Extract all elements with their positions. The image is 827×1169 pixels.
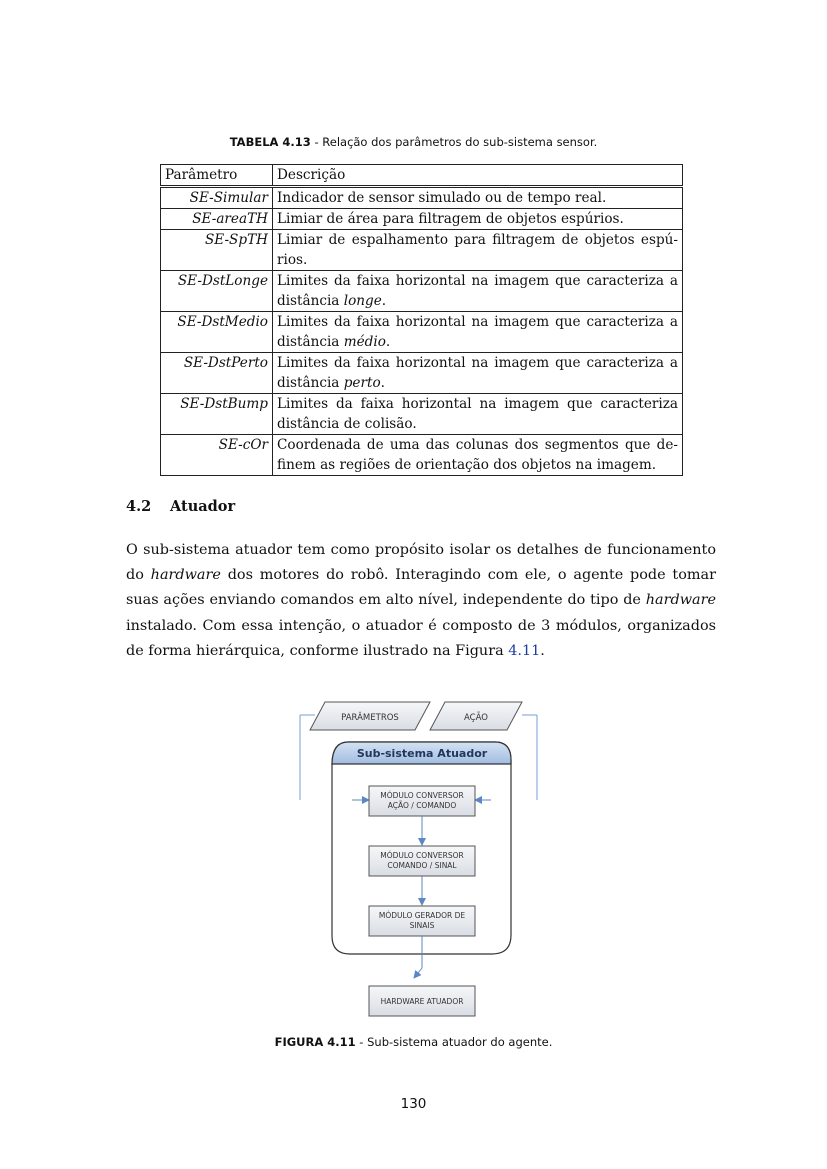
table-row (161, 187, 683, 209)
table-caption-text: - Relação dos parâmetros do sub-sistema sensor. (310, 135, 598, 149)
desc-text: Limites da faixa horizontal na imagem que caracteriza a distância (277, 355, 678, 391)
module3-line2: SINAIS (409, 921, 435, 930)
desc-cell: Indicador de sensor simulado ou de tempo real. (273, 187, 683, 209)
desc-emphasis: perto (343, 375, 381, 391)
module1-line2: AÇÃO / COMANDO (387, 801, 457, 810)
figure-caption-text: - Sub-sistema atuador do agente. (355, 1035, 553, 1049)
section-heading (126, 498, 235, 515)
desc-tail: . (385, 334, 391, 350)
table-row (161, 435, 683, 476)
table-row (161, 271, 683, 312)
desc-emphasis: médio (343, 334, 386, 350)
table-row (161, 353, 683, 394)
module1-line1: MÓDULO CONVERSOR (380, 791, 464, 800)
table-row (161, 312, 683, 353)
para-text: O sub-sistema atuador tem como propósito isolar os detalhes de funcionamento do (126, 542, 716, 584)
param-cell: SE-areaTH (161, 209, 273, 230)
module-gerador-sinais (369, 906, 475, 936)
desc-tail: . (380, 375, 385, 391)
para-emphasis: hardware (150, 567, 221, 584)
figure-reference-link[interactable]: 4.11 (508, 642, 541, 659)
header-descricao: Descrição (273, 165, 683, 187)
input-parametros (310, 702, 430, 730)
desc-cell: Limites da faixa horizontal na imagem que caracteriza distância de colisão. (273, 394, 683, 435)
container-title: Sub-sistema Atuador (356, 747, 488, 760)
desc-cell: Limiar de área para filtragem de objetos espúrios. (273, 209, 683, 230)
module3-line1: MÓDULO GERADOR DE (378, 911, 466, 920)
desc-tail: . (381, 293, 387, 309)
para-text: dos motores do robô. Interagindo com ele, o agente pode tomar suas ações enviando comandos em alto nível, independente do tipo de (126, 567, 716, 609)
table-row (161, 394, 683, 435)
section-number: 4.2 (126, 498, 152, 515)
desc-cell: Coordenada de uma das colunas dos segmentos que de-finem as regiões de orientação dos objetos na imagem. (273, 435, 683, 476)
input-acao (430, 702, 522, 730)
desc-text: Limites da faixa horizontal na imagem que caracteriza a distância (277, 273, 678, 309)
desc-cell (273, 312, 683, 353)
module2-line1: MÓDULO CONVERSOR (380, 851, 464, 860)
table-caption-label: TABELA 4.13 (229, 135, 311, 149)
param-cell: SE-DstPerto (161, 353, 273, 394)
page-number: 130 (400, 1096, 427, 1112)
table-row (161, 230, 683, 271)
table-caption (0, 135, 827, 149)
param-cell: SE-DstMedio (161, 312, 273, 353)
section-title: Atuador (170, 498, 236, 515)
input-acao-label: AÇÃO (464, 713, 488, 723)
param-cell: SE-cOr (161, 435, 273, 476)
figure-caption-label: FIGURA 4.11 (274, 1035, 356, 1049)
table-row (161, 209, 683, 230)
desc-cell: Limiar de espalhamento para filtragem de objetos espú-rios. (273, 230, 683, 271)
para-text: . (540, 642, 545, 659)
param-cell: SE-Simular (161, 187, 273, 209)
desc-cell (273, 353, 683, 394)
para-emphasis: hardware (645, 592, 716, 609)
para-text: instalado. Com essa intenção, o atuador é composto de 3 módulos, organizados de forma hierárquica, conforme ilustrado na Figura (126, 617, 716, 659)
output-label: HARDWARE ATUADOR (380, 997, 464, 1006)
body-paragraph (126, 538, 716, 664)
param-cell: SE-SpTH (161, 230, 273, 271)
output-hardware-atuador (369, 986, 475, 1016)
module2-line2: COMANDO / SINAL (387, 861, 457, 870)
input-parametros-label: PARÂMETROS (341, 713, 399, 723)
desc-emphasis: longe (343, 293, 382, 309)
figure-caption (0, 1035, 827, 1049)
module-acao-comando (369, 786, 475, 816)
param-cell: SE-DstLonge (161, 271, 273, 312)
desc-text: Limites da faixa horizontal na imagem que caracteriza a distância (277, 314, 678, 350)
table-header-row (161, 165, 683, 187)
param-cell: SE-DstBump (161, 394, 273, 435)
actuator-diagram (290, 690, 540, 1020)
header-parametro: Parâmetro (161, 165, 273, 187)
desc-cell (273, 271, 683, 312)
module-comando-sinal (369, 846, 475, 876)
parameters-table (160, 164, 683, 476)
